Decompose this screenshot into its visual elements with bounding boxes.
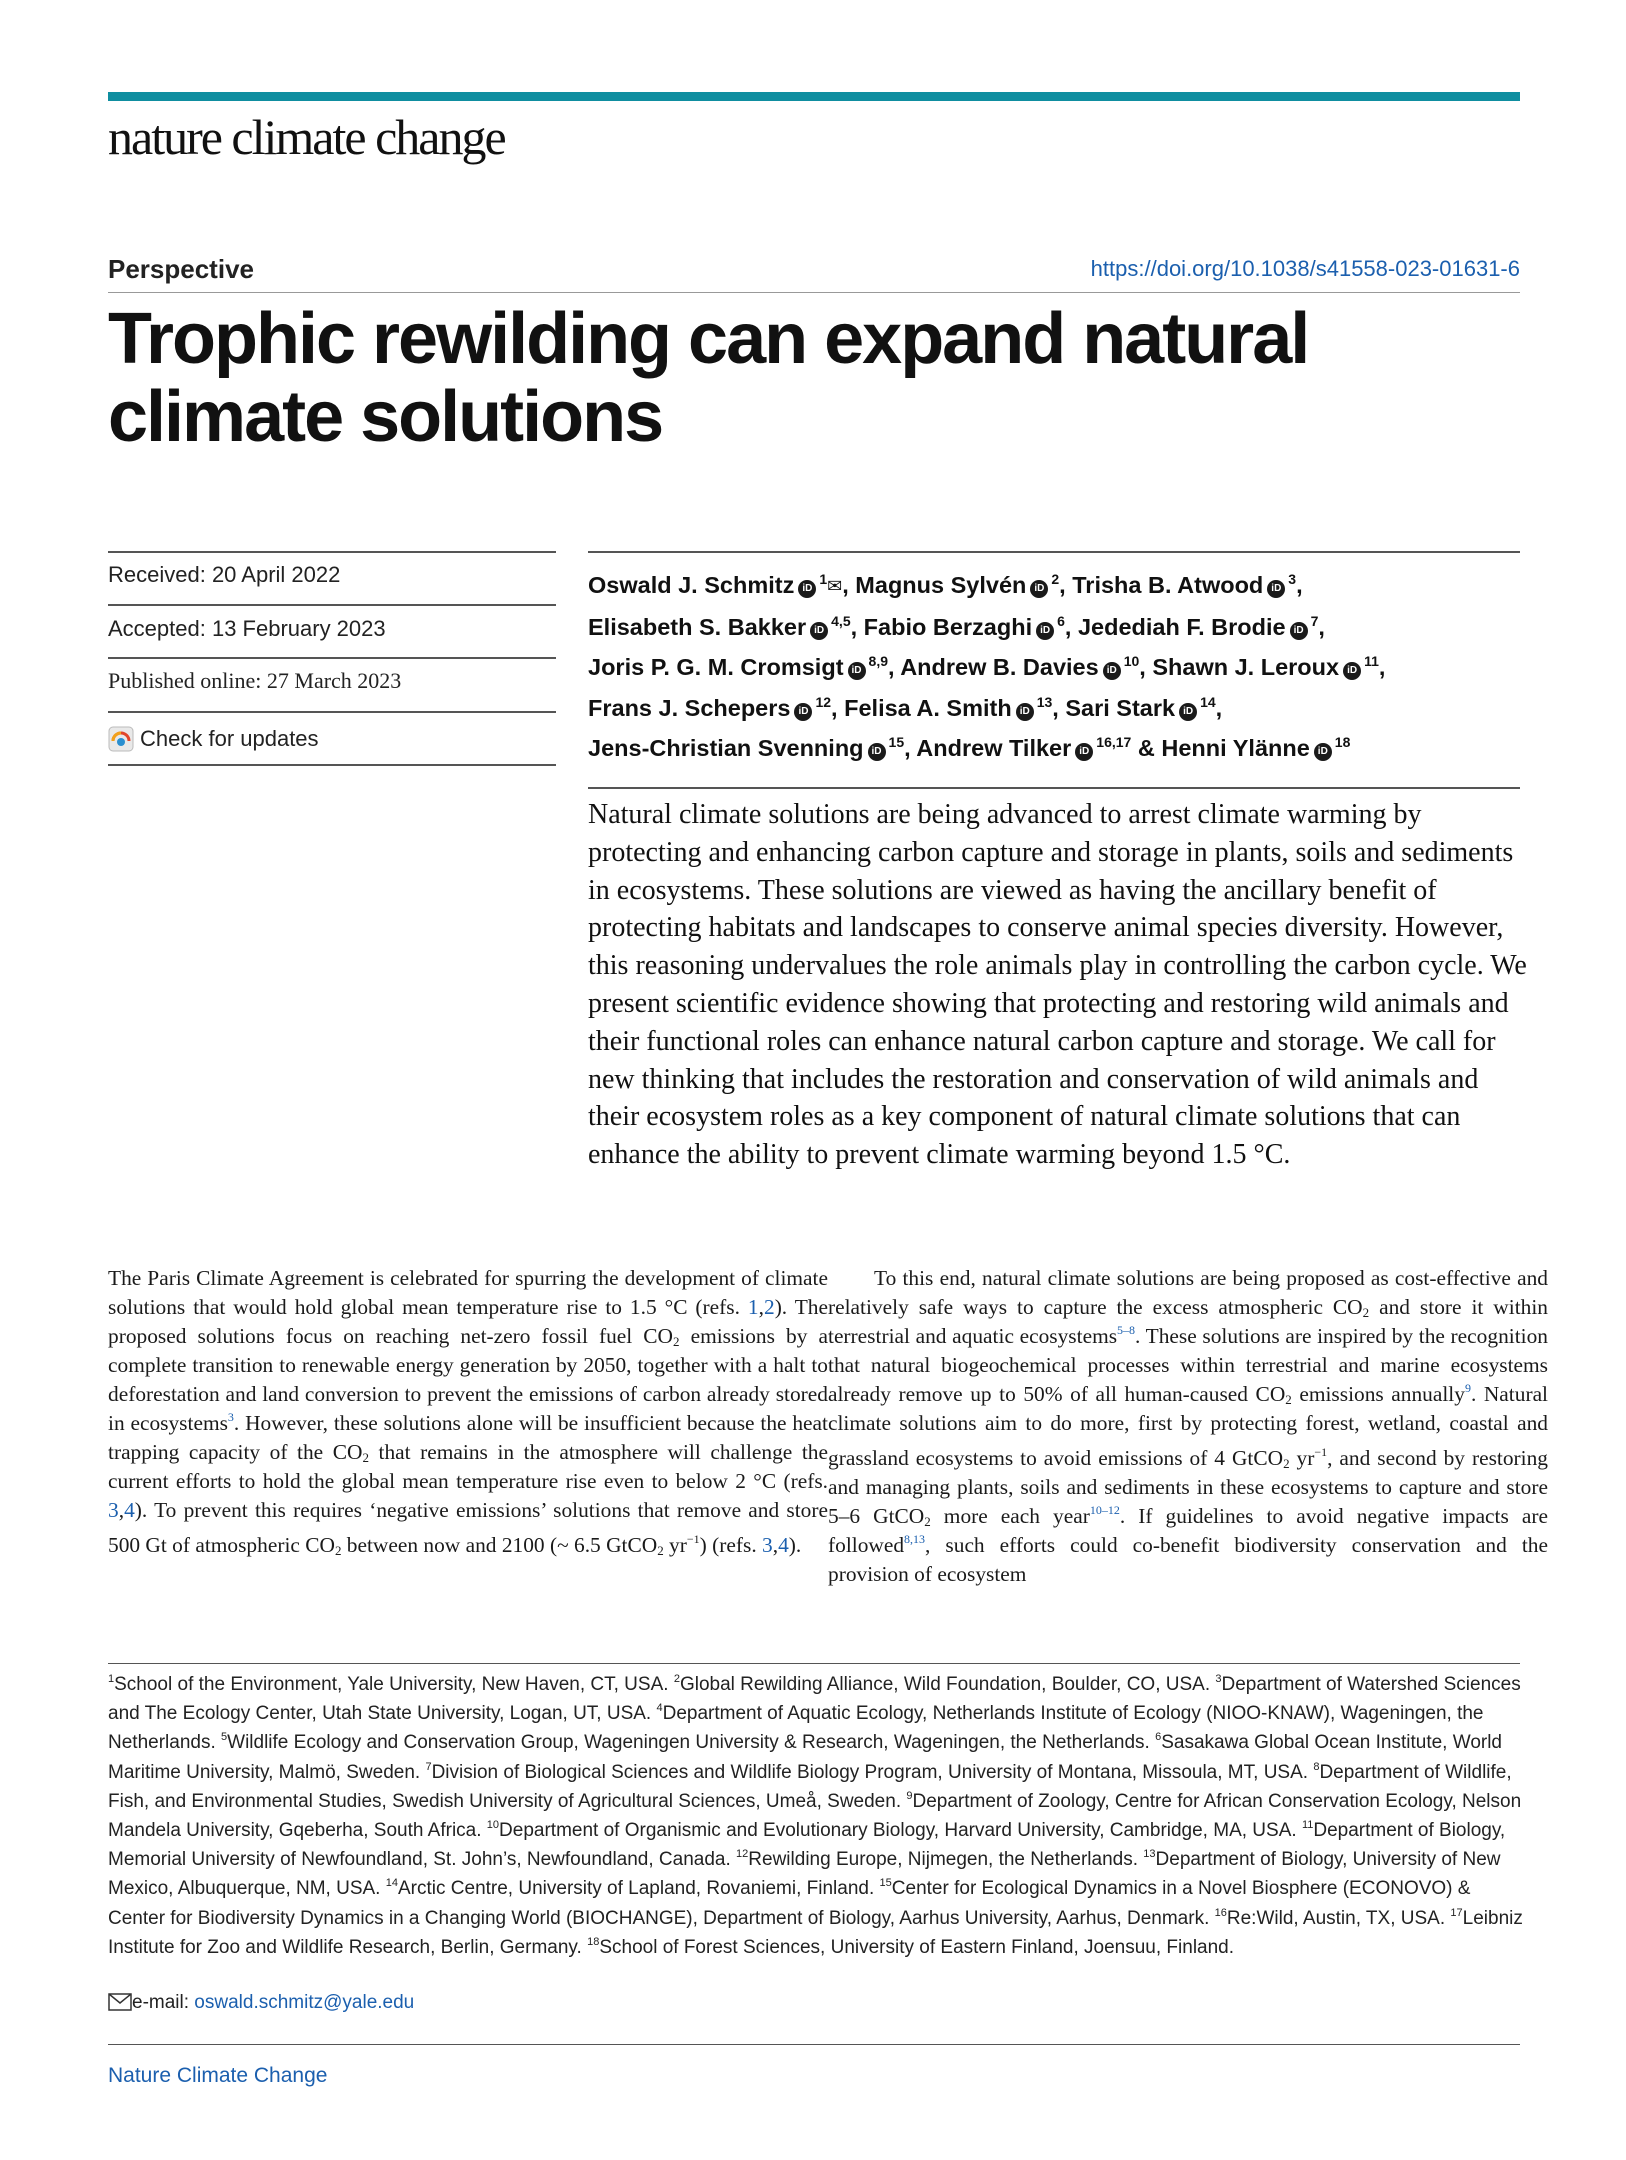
email-link[interactable]: oswald.schmitz@yale.edu bbox=[194, 1992, 415, 2013]
citation[interactable]: 10–12 bbox=[1089, 1503, 1120, 1517]
author[interactable] bbox=[864, 614, 1065, 640]
envelope-icon[interactable]: ✉ bbox=[827, 576, 843, 596]
reference-link[interactable]: 4 bbox=[124, 1498, 135, 1522]
corresponding-email bbox=[108, 1992, 414, 2014]
affiliation: Global Rewilding Alliance, Wild Foundation, Boulder, CO, USA. bbox=[679, 1674, 1216, 1695]
author-name: Jedediah F. Brodie bbox=[1077, 613, 1286, 640]
affiliation: School of Forest Sciences, University of Eastern Finland, Joensuu, Finland. bbox=[599, 1936, 1235, 1958]
reference-link[interactable]: 4 bbox=[778, 1533, 789, 1557]
reference-link[interactable]: 3 bbox=[762, 1533, 773, 1557]
affiliation-marker: 7 bbox=[1310, 612, 1319, 629]
affiliation-marker: 11 bbox=[1364, 653, 1379, 669]
affiliation-marker: 3 bbox=[1288, 571, 1297, 587]
doi-link[interactable]: https://doi.org/10.1038/s41558-023-01631-6 bbox=[1090, 256, 1520, 281]
journal-accent-bar bbox=[108, 92, 1520, 101]
orcid-icon[interactable]: iD bbox=[794, 703, 812, 721]
divider bbox=[108, 657, 556, 659]
affiliation-marker: 2 bbox=[1051, 571, 1060, 587]
author[interactable] bbox=[588, 695, 831, 721]
orcid-icon[interactable]: iD bbox=[1343, 662, 1361, 680]
author-name: Jens-Christian Svenning bbox=[588, 735, 864, 761]
author-name: Frans J. Schepers bbox=[588, 694, 791, 721]
affiliation: Sasakawa Global Ocean Institute, World Maritime University, Malmö, Sweden. bbox=[108, 1732, 1503, 1783]
citation[interactable]: 3 bbox=[227, 1410, 234, 1424]
orcid-icon[interactable]: iD bbox=[1075, 743, 1093, 761]
check-for-updates-button[interactable] bbox=[108, 726, 319, 752]
orcid-icon[interactable]: iD bbox=[848, 662, 866, 680]
reference-link[interactable]: 1 bbox=[747, 1295, 759, 1319]
author[interactable] bbox=[588, 735, 904, 761]
orcid-icon[interactable]: iD bbox=[1290, 622, 1308, 640]
author[interactable] bbox=[900, 654, 1139, 680]
author[interactable] bbox=[844, 695, 1052, 721]
affiliation-marker: 12 bbox=[815, 693, 832, 710]
author-name: Elisabeth S. Bakker bbox=[588, 613, 807, 640]
author-name: Felisa A. Smith bbox=[844, 694, 1012, 721]
orcid-icon[interactable]: iD bbox=[868, 743, 886, 761]
author-name: Henni Ylänne bbox=[1161, 735, 1310, 761]
author-name: Trisha B. Atwood bbox=[1072, 572, 1264, 598]
check-updates-icon bbox=[108, 726, 134, 752]
affiliation: Department of Aquatic Ecology, Netherlands Institute of Ecology (NIOO-KNAW), Wageningen, the Netherlands. bbox=[108, 1703, 1484, 1754]
affiliation-marker: 14 bbox=[1200, 693, 1216, 710]
author[interactable] bbox=[588, 654, 888, 680]
affiliation: Department of Organismic and Evolutionary Biology, Harvard University, Cambridge, MA, USA. bbox=[499, 1820, 1302, 1842]
author[interactable] bbox=[855, 572, 1059, 598]
orcid-icon[interactable]: iD bbox=[1103, 662, 1121, 680]
affiliation-marker: 10 bbox=[1123, 653, 1140, 669]
affiliation: School of the Environment, Yale University, New Haven, CT, USA. bbox=[114, 1674, 674, 1695]
author[interactable] bbox=[588, 614, 851, 640]
author[interactable] bbox=[1078, 614, 1318, 640]
received-date: Received: 20 April 2022 bbox=[108, 562, 341, 587]
published-date: Published online: 27 March 2023 bbox=[108, 668, 402, 693]
affiliation: Wildlife Ecology and Conservation Group, Wageningen University & Research, Wageningen, the Netherlands. bbox=[227, 1732, 1156, 1754]
orcid-icon[interactable]: iD bbox=[1030, 580, 1048, 598]
orcid-icon[interactable]: iD bbox=[1036, 622, 1054, 640]
affiliation: Center for Ecological Dynamics in a Novel Biosphere (ECONOVO) & Center for Biodiversity Dynamics in a Changing World (BIOCHANGE), Department of Biology, Aarhus University, Aarhus, Denmark. bbox=[108, 1878, 1471, 1929]
abstract: Natural climate solutions are being advanced to arrest climate warming by protecting and enhancing carbon capture and storage in plants, soils and sediments in ecosystems. These solutions are viewed as having the ancillary benefit of protecting habitats and landscapes to conserve animal species diversity. However, this reasoning undervalues the role animals play in controlling the carbon cycle. We present scientific evidence showing that protecting and restoring wild animals and their functional roles can enhance natural carbon capture and storage. We call for new thinking that includes the restoration and conservation of wild animals and their ecosystem roles as a key component of natural climate solutions that can enhance the ability to prevent climate warming beyond 1.5 °C. bbox=[588, 799, 1527, 1171]
affiliation-marker: 13 bbox=[1036, 693, 1053, 710]
author[interactable] bbox=[916, 735, 1131, 761]
email-label: e-mail: bbox=[132, 1992, 195, 2013]
author-name: Shawn J. Leroux bbox=[1152, 654, 1340, 680]
affiliation-marker: 6 bbox=[1057, 612, 1065, 629]
footer-journal-name: Nature Climate Change bbox=[108, 2064, 328, 2087]
check-updates-label: Check for updates bbox=[140, 726, 319, 751]
divider bbox=[588, 551, 1520, 553]
divider bbox=[588, 787, 1520, 789]
envelope-icon bbox=[108, 1993, 132, 2011]
divider bbox=[108, 2044, 1520, 2045]
orcid-icon[interactable]: iD bbox=[1016, 703, 1034, 721]
divider bbox=[108, 551, 556, 553]
reference-link[interactable]: 3 bbox=[108, 1498, 119, 1522]
author-name: Magnus Sylvén bbox=[855, 572, 1027, 598]
affiliation-marker: 8,9 bbox=[868, 653, 888, 669]
divider bbox=[108, 292, 1520, 293]
journal-title: nature climate change bbox=[108, 109, 505, 165]
citation[interactable]: 5–8 bbox=[1117, 1323, 1136, 1337]
author[interactable] bbox=[588, 572, 842, 598]
author-name: Fabio Berzaghi bbox=[863, 613, 1033, 640]
reference-link[interactable]: 2 bbox=[763, 1295, 775, 1319]
article-type: Perspective bbox=[108, 254, 254, 284]
affiliation: Department of Zoology, Centre for African Conservation Ecology, Nelson Mandela University, Gqeberha, South Africa. bbox=[108, 1790, 1522, 1842]
article-title: Trophic rewilding can expand natural climate solutions bbox=[108, 299, 1309, 457]
affiliation: Arctic Centre, University of Lapland, Rovaniemi, Finland. bbox=[398, 1878, 880, 1900]
citation[interactable]: 8,13 bbox=[904, 1532, 926, 1546]
author-name: Joris P. G. M. Cromsigt bbox=[588, 654, 844, 680]
author-name: Sari Stark bbox=[1065, 694, 1176, 721]
affiliations: $^1$School of the Environment, Yale University, New Haven, CT, USA. $^2$Global Rewilding Alliance, Wild Foundation, Boulder, CO, USA. $^3$Department of Watershed Sciences and The Ecology Center, Utah State University, Logan, UT, USA. $^4$Department of Aquatic Ecology, Netherlands Institute of Ecology (NIOO-KNAW), Wageningen, the Netherlands. $^5$Wildlife Ecology and Conservation Group, Wageningen University & Research, Wageningen, the Netherlands. $^6$Sasakawa Global Ocean Institute, World Maritime University, Malmö, Sweden. $^7$Division of Biological Sciences and Wildlife Biology Program, University of Montana, Missoula, MT, USA. $^8$Department of Wildlife, Fish, and Environmental Studies, Swedish University of Agricultural Sciences, Umeå, Sweden. $^9$Department of Zoology, Centre for African Conservation Ecology, Nelson Mandela University, Gqeberha, South Africa. $^{10}$Department of Organismic and Evolutionary Biology, Harvard University, Cambridge, MA, USA. $^{11}$Department of Biology, Memorial University of Newfoundland, St. John’s, Newfoundland, Canada. $^{12}$Rewilding Europe, Nijmegen, the Netherlands. $^{13}$Department of Biology, University of New Mexico, Albuquerque, NM, USA. $^{14}$Arctic Centre, University of Lapland, Rovaniemi, Finland. $^{15}$Center for Ecological Dynamics in a Novel Biosphere (ECONOVO) & Center for Biodiversity Dynamics in a Changing World (BIOCHANGE), Department of Biology, Aarhus University, Aarhus, Denmark. $^{16}$Re:Wild, Austin, TX, USA. $^{17}$Leibniz Institute for Zoo and Wildlife Research, Berlin, Germany. $^{18}$School of Forest Sciences, University of Eastern Finland, Joensuu, Finland. bbox=[108, 1673, 1523, 1958]
accepted-date: Accepted: 13 February 2023 bbox=[108, 616, 386, 641]
affiliation: Division of Biological Sciences and Wildlife Biology Program, University of Montana, Missoula, MT, USA. bbox=[431, 1761, 1314, 1783]
affiliation: Re:Wild, Austin, TX, USA. bbox=[1226, 1907, 1451, 1929]
affiliation-marker: 18 bbox=[1334, 734, 1351, 750]
author[interactable] bbox=[1065, 695, 1215, 721]
affiliation: Leibniz Institute for Zoo and Wildlife Research, Berlin, Germany. bbox=[108, 1907, 1523, 1958]
affiliation: Rewilding Europe, Nijmegen, the Netherlands. bbox=[748, 1849, 1144, 1871]
orcid-icon[interactable]: iD bbox=[1314, 743, 1332, 761]
orcid-icon[interactable]: iD bbox=[798, 580, 816, 598]
affiliation: Department of Wildlife, Fish, and Environmental Studies, Swedish University of Agricultural Sciences, Umeå, Sweden. bbox=[108, 1761, 1512, 1812]
affiliation-marker: 15 bbox=[888, 734, 905, 750]
divider bbox=[108, 764, 556, 766]
body-column-left: The Paris Climate Agreement is celebrated for spurring the development of climate solutions that would hold global mean temperature rise to 1.5 °C (refs. 1,2). The proposed solutions focus on reaching net-zero fossil fuel $CO_2$ emissions by a complete transition to renewable energy generation by 2050, together with a halt to deforestation and land conversion to prevent the emissions of carbon already stored in ecosystems$^3$. However, these solutions alone will be insufficient because the heat trapping capacity of the $CO_2$ that remains in the atmosphere will challenge the current efforts to hold the global mean temperature rise even to below 2 °C (refs. 3,4). To prevent this requires ‘negative emissions’ solutions that remove and store 500 Gt of atmospheric $CO_2$ between now and 2100 (~ 6.5 GtCO$_2$ $yr^{-1}$) (refs. 3,4). bbox=[108, 1266, 828, 1558]
affiliation-marker: 16,17 bbox=[1096, 734, 1132, 750]
affiliation: Department of Watershed Sciences and The Ecology Center, Utah State University, Logan, UT, USA. bbox=[108, 1674, 1521, 1725]
orcid-icon[interactable]: iD bbox=[1267, 580, 1285, 598]
body-column-right: To this end, natural climate solutions are being proposed as cost-effective and relatively safe ways to capture the excess atmospheric $CO_2$ and store it within terrestrial and aquatic ecosystems$^{5-8}$. These solutions are inspired by the recognition that natural biogeochemical processes within terrestrial and marine ecosystems already remove up to 50% of all human-caused $CO_2$ emissions annually$^9$. Natural climate solutions aim to do more, first by protecting forest, wetland, coastal and grassland ecosystems to avoid emissions of 4 GtCO$_2$ $yr^{-1}$, and second by restoring and managing plants, soils and sediments in these ecosystems to capture and store 5–6 GtCO$_2$ more each year$^{10-12}$. If guidelines to avoid negative impacts are followed$^{8,13}$, such efforts could co-benefit biodiversity conservation and the provision of ecosystem bbox=[828, 1266, 1549, 1586]
affiliation-marker: 4,5 bbox=[831, 612, 851, 629]
affiliation-marker: 1 bbox=[819, 571, 828, 587]
divider bbox=[108, 1663, 1520, 1664]
orcid-icon[interactable]: iD bbox=[810, 622, 828, 640]
author[interactable]: & Henni Ylänne iD$^{18}$ bbox=[1137, 734, 1351, 761]
author-name: Andrew B. Davies bbox=[900, 654, 1099, 680]
author-list: Oswald J. Schmitz iD$^1$✉, Magnus Sylvén iD$^2$, Trisha B. Atwood iD$^3$, Elisabeth S. Bakker iD$^{4,5}$, Fabio Berzaghi iD$^6$, Jedediah F. Brodie iD$^7$, Joris P. G. M. Cromsigt iD$^{8,9}$, Andrew B. Davies iD$^{10}$, Shawn J. Leroux iD$^{11}$, Frans J. Schepers iD$^{12}$, Felisa A. Smith iD$^{13}$, Sari Stark iD$^{14}$, Jens-Christian Svenning iD$^{15}$, Andrew Tilker iD$^{16,17}$ & Henni Ylänne iD$^{18}$ bbox=[588, 571, 1386, 761]
author[interactable] bbox=[1072, 572, 1296, 598]
divider bbox=[108, 604, 556, 606]
citation[interactable]: 9 bbox=[1464, 1381, 1471, 1395]
affiliation: Department of Biology, University of New Mexico, Albuquerque, NM, USA. bbox=[108, 1849, 1501, 1900]
author[interactable] bbox=[1152, 654, 1379, 680]
orcid-icon[interactable]: iD bbox=[1179, 703, 1197, 721]
author-name: Oswald J. Schmitz bbox=[588, 572, 795, 598]
affiliation: Department of Biology, Memorial University of Newfoundland, St. John’s, Newfoundland, Canada. bbox=[108, 1820, 1506, 1871]
divider bbox=[108, 711, 556, 713]
author-name: Andrew Tilker bbox=[916, 735, 1072, 761]
